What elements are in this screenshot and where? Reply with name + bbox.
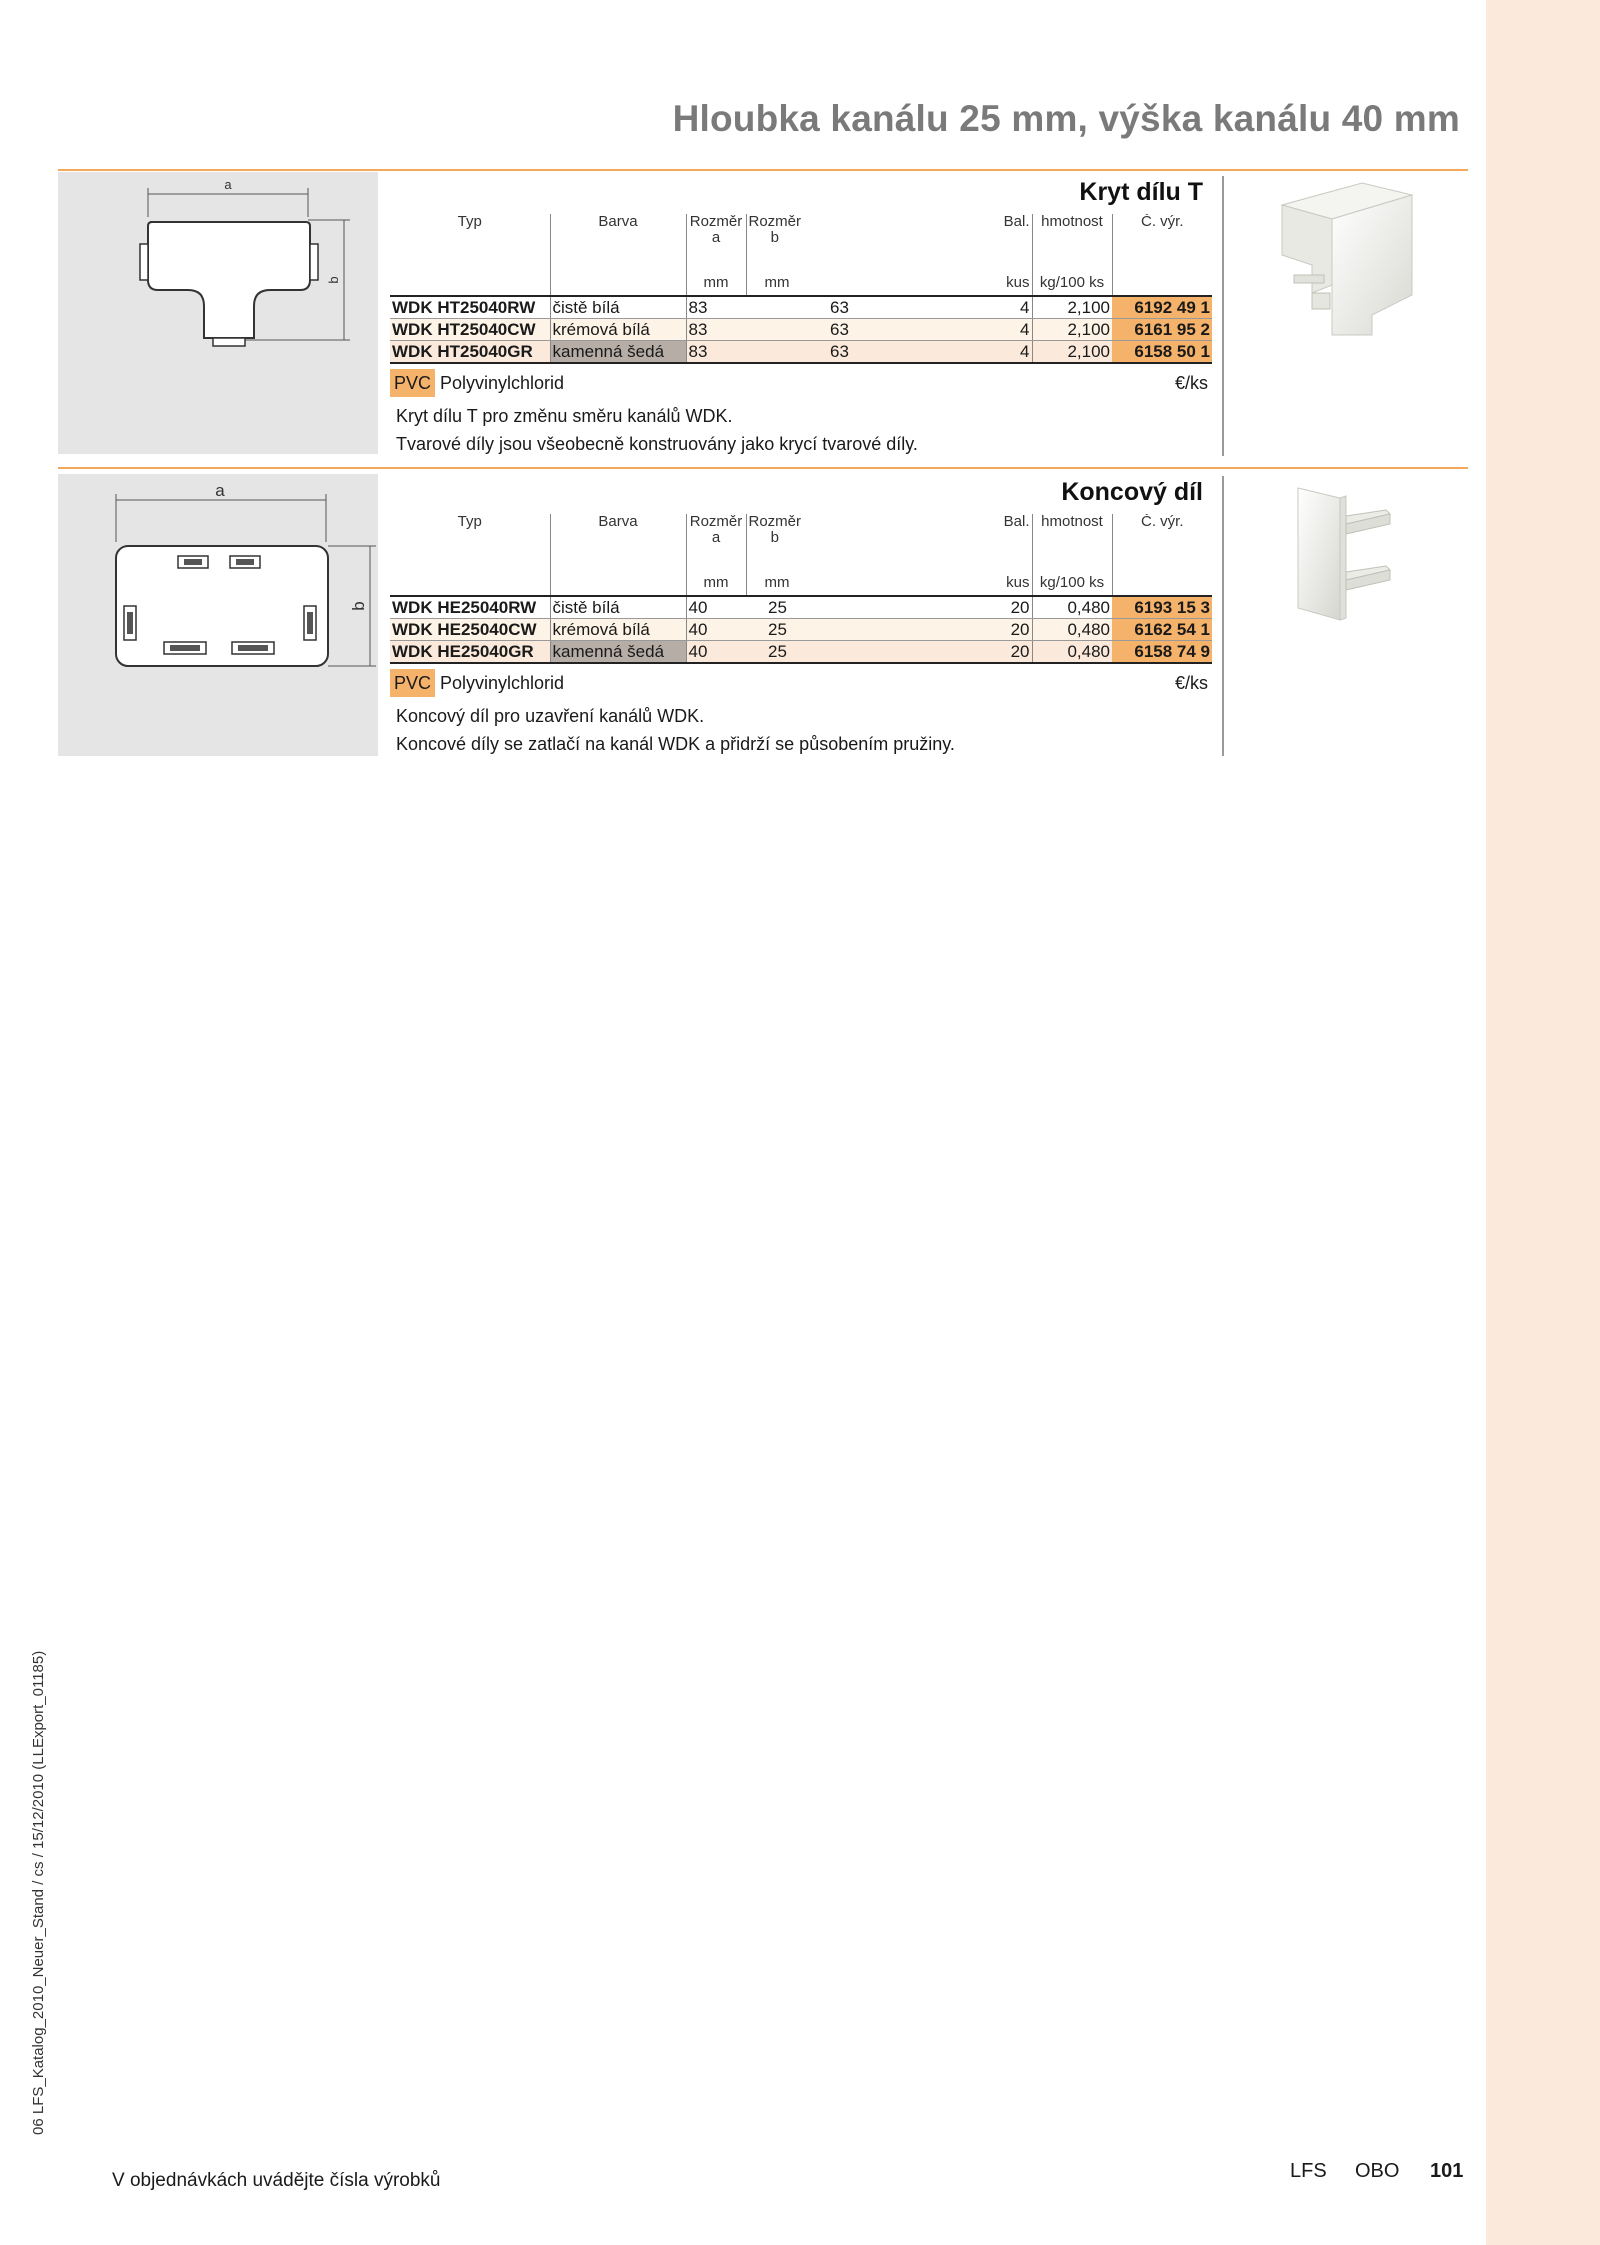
table-row: WDK HT25040RW čistě bílá 83 63 4 2,100 6192 49 1	[392, 298, 1210, 317]
description-line: Kryt dílu T pro změnu směru kanálů WDK.	[396, 406, 733, 426]
section-1-title: Kryt dílu T	[1079, 178, 1203, 206]
table-row: WDK HT25040GR kamenná šedá 83 63 4 2,100 6158 50 1	[392, 342, 1210, 361]
col-header-barva: Barva	[550, 214, 686, 264]
section-2-drawing	[58, 474, 378, 756]
material-name: Polyvinylchlorid	[440, 373, 565, 393]
dim-label-b: b	[349, 601, 368, 611]
article-number: 6158 74 9	[1112, 641, 1212, 664]
col-header-barva: Barva	[550, 514, 686, 564]
unit-b: mm	[746, 264, 996, 296]
section-1-material-row	[390, 369, 1212, 397]
section-1-drawing	[58, 172, 378, 454]
col-header-hmotnost: hmotnost	[1032, 514, 1112, 564]
section-1-divider	[1222, 176, 1224, 456]
col-header-rozmer-a: Rozměr a	[686, 214, 746, 264]
footer-order-note: V objednávkách uvádějte čísla výrobků	[112, 2170, 441, 2191]
section-2-top-line	[58, 467, 1468, 469]
footer-brand-obo: OBO	[1355, 2160, 1400, 2182]
price-unit: €/ks	[1174, 373, 1208, 393]
article-number: 6158 50 1	[1112, 341, 1212, 364]
unit-hmotnost: kg/100 ks	[1032, 264, 1112, 296]
tee-cover-drawing	[58, 172, 378, 454]
material-name: Polyvinylchlorid	[440, 673, 565, 693]
section-2-divider	[1222, 476, 1224, 756]
dim-label-a: a	[224, 177, 232, 192]
unit-bal: kus	[1006, 574, 1030, 591]
section-2-description	[396, 702, 955, 758]
table-row: WDK HT25040CW krémová bílá 83 63 4 2,100 6161 95 2	[392, 320, 1210, 339]
material-code: PVC	[390, 369, 435, 397]
unit-a: mm	[686, 564, 746, 596]
side-catalog-reference: 06 LFS_Katalog_2010_Neuer_Stand / cs / 15/12/2010 (LLExport_01185)	[30, 1650, 47, 2135]
article-number: 6162 54 1	[1112, 619, 1212, 641]
section-2-title: Koncový díl	[1061, 478, 1203, 506]
page-number: 101	[1430, 2160, 1464, 2182]
article-number: 6161 95 2	[1112, 319, 1212, 341]
col-header-hmotnost: hmotnost	[1032, 214, 1112, 264]
col-header-rozmer-b: Rozměr b	[746, 514, 996, 564]
col-header-rozmer-a: Rozměr a	[686, 514, 746, 564]
table-row: WDK HE25040RW čistě bílá 40 25 20 0,480 6193 15 3	[392, 598, 1210, 617]
material-code: PVC	[390, 669, 435, 697]
description-line: Koncové díly se zatlačí na kanál WDK a přidrží se působením pružiny.	[396, 734, 955, 754]
end-piece-photo	[1290, 480, 1410, 630]
article-number: 6192 49 1	[1112, 296, 1212, 319]
col-header-typ: Typ	[457, 514, 482, 530]
unit-bal: kus	[1006, 274, 1030, 291]
section-1-top-line	[58, 169, 1468, 171]
unit-a: mm	[686, 264, 746, 296]
table-row: WDK HE25040CW krémová bílá 40 25 20 0,480 6162 54 1	[392, 620, 1210, 639]
section-2-material-row	[390, 669, 1212, 697]
end-piece-drawing	[58, 474, 378, 756]
section-1-product-table	[390, 214, 1212, 364]
col-header-cvyr: Č. výr.	[1112, 514, 1212, 564]
description-line: Koncový díl pro uzavření kanálů WDK.	[396, 706, 705, 726]
col-header-rozmer-b: Rozměr b	[746, 214, 996, 264]
dim-label-b: b	[326, 276, 341, 284]
section-1-description	[396, 402, 918, 458]
side-color-band	[1486, 0, 1600, 2245]
description-line: Tvarové díly jsou všeobecně konstruovány jako krycí tvarové díly.	[396, 434, 918, 454]
col-header-bal: Bal.	[1003, 514, 1030, 530]
tee-cover-photo	[1272, 175, 1432, 355]
price-unit: €/ks	[1174, 673, 1208, 693]
col-header-cvyr: Č. výr.	[1112, 214, 1212, 264]
col-header-bal: Bal.	[1003, 214, 1030, 230]
section-2-product-table	[390, 514, 1212, 664]
unit-b: mm	[746, 564, 996, 596]
page-title: Hloubka kanálu 25 mm, výška kanálu 40 mm	[672, 98, 1460, 139]
col-header-typ: Typ	[457, 214, 482, 230]
footer-brand-lfs: LFS	[1290, 2160, 1327, 2182]
dim-label-a: a	[215, 481, 225, 500]
article-number: 6193 15 3	[1112, 596, 1212, 619]
table-row: WDK HE25040GR kamenná šedá 40 25 20 0,480 6158 74 9	[392, 642, 1210, 661]
unit-hmotnost: kg/100 ks	[1032, 564, 1112, 596]
